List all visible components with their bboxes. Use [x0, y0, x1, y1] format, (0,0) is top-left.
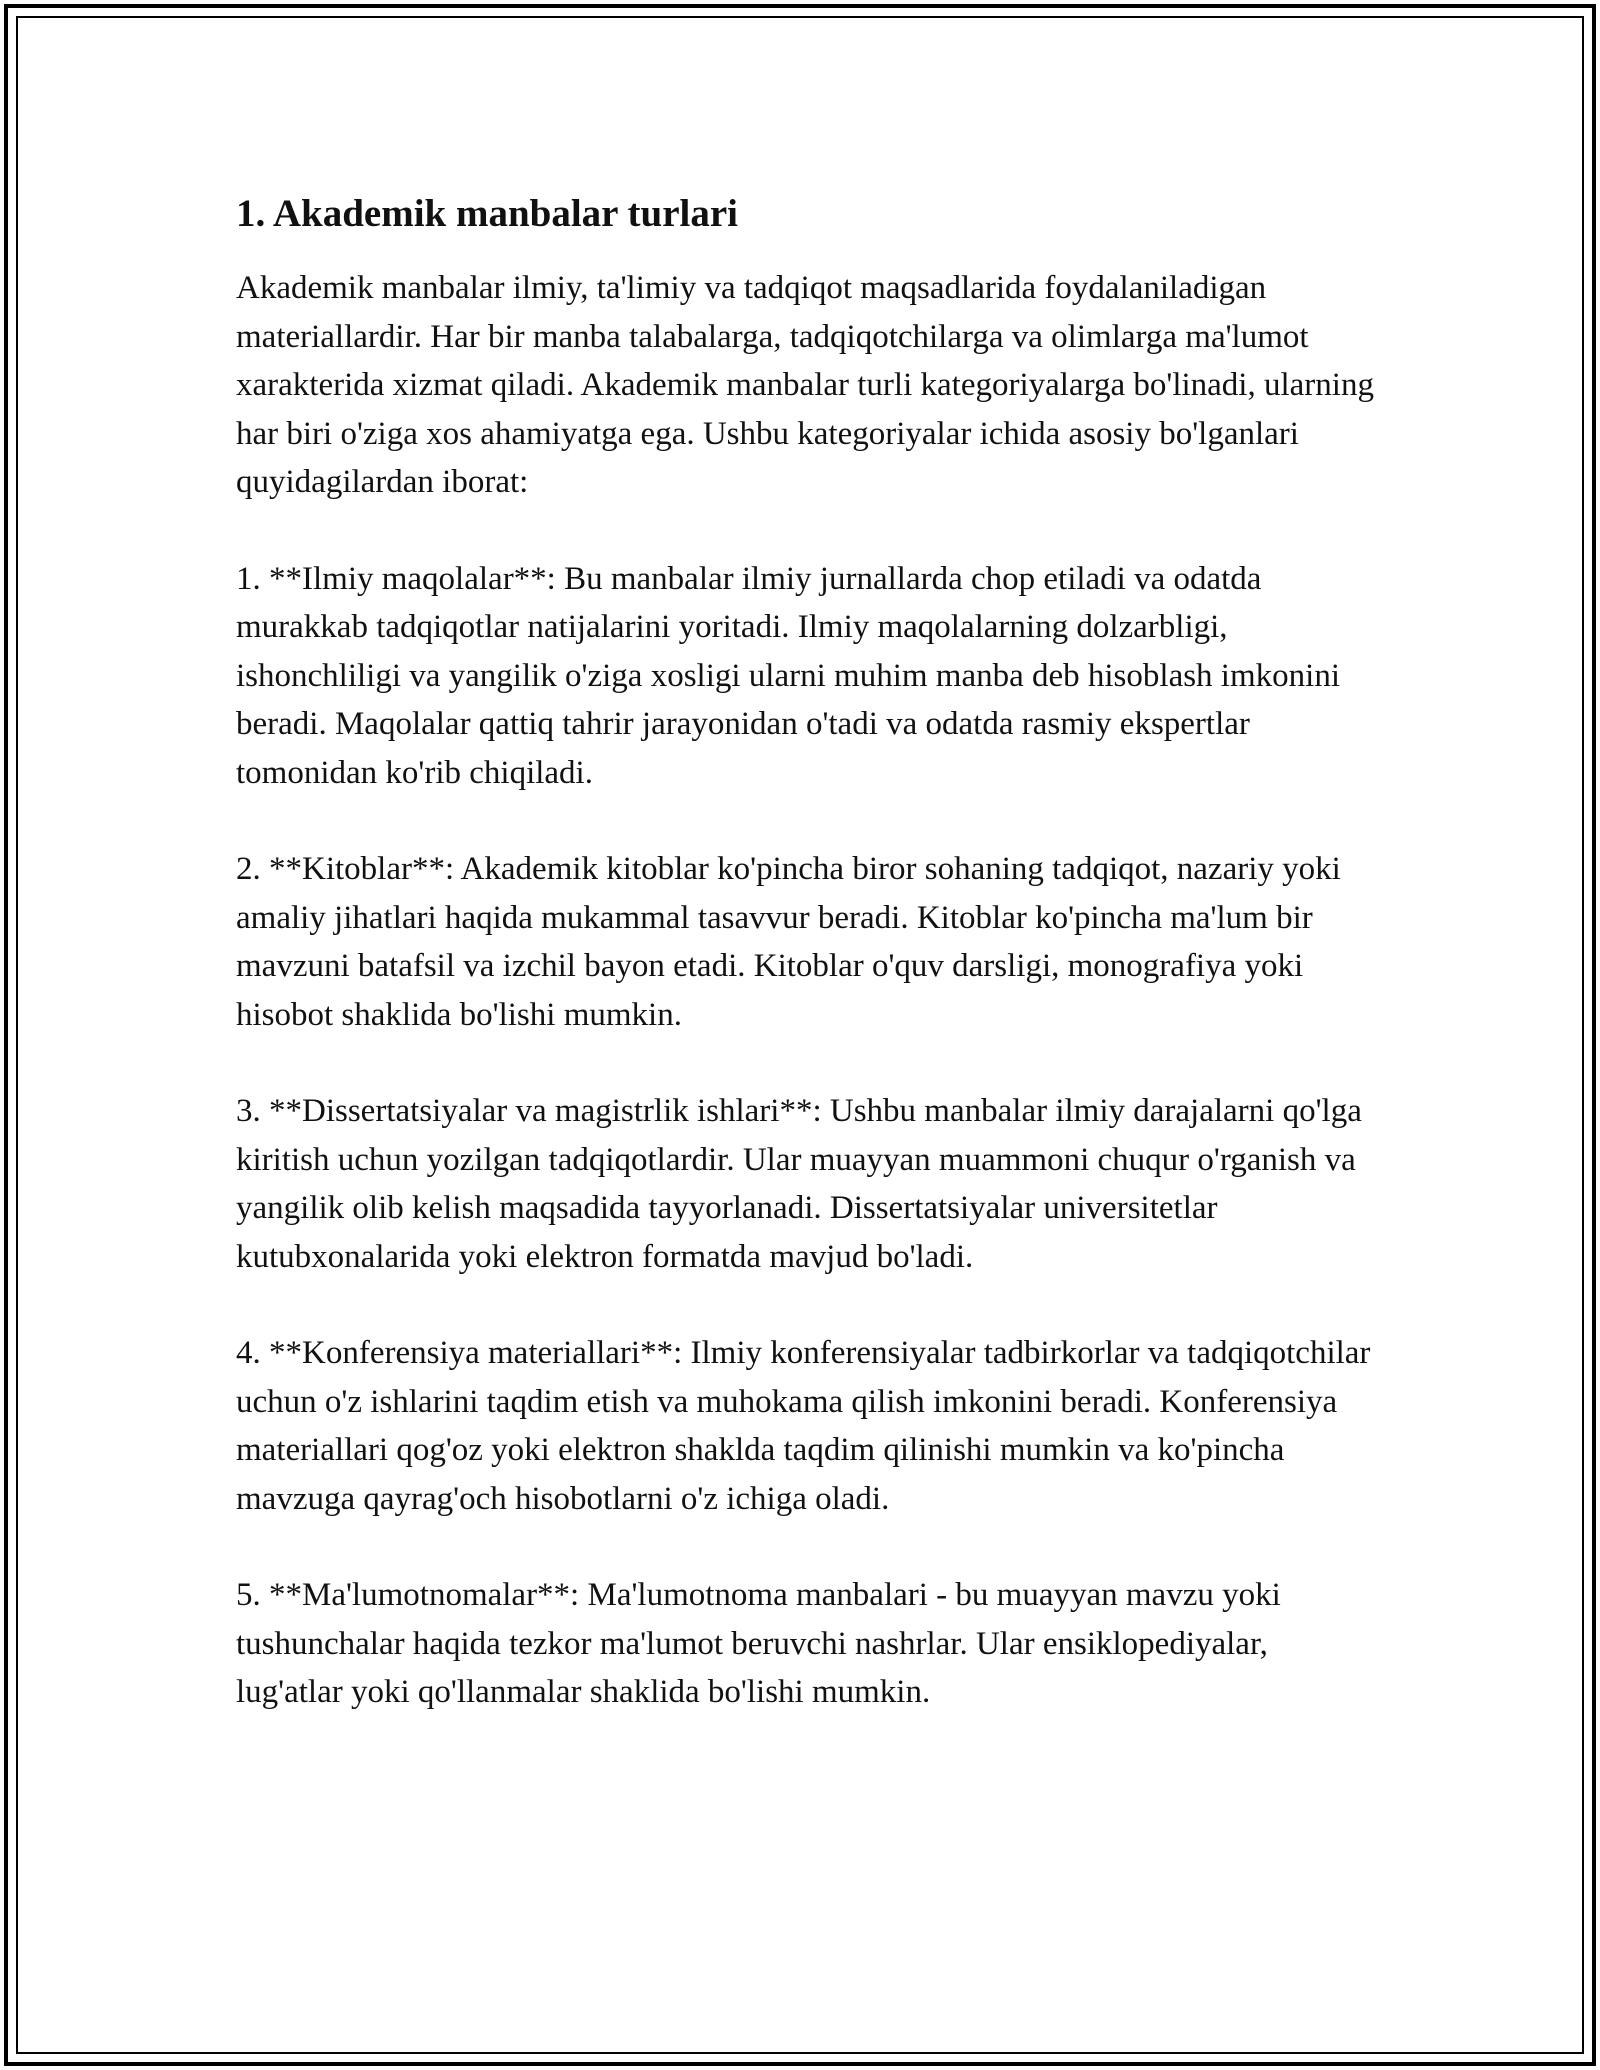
- list-item-dissertatsiyalar: 3. **Dissertatsiyalar va magistrlik ishlari**: Ushbu manbalar ilmiy darajalarni qo'lga kiritish uchun yozilgan tadqiqotlardir. Ular muayyan muammoni chuqur o'rganish va yangilik olib kelish maqsadida tayyorlanadi. Dissertatsiyalar universitetlar kutubxonalarida yoki elektron formatda mavjud bo'ladi.: [236, 1093, 1362, 1275]
- section-heading: 1. Akademik manbalar turlari: [236, 192, 738, 235]
- list-item-konferensiya-materiallari: 4. **Konferensiya materiallari**: Ilmiy konferensiyalar tadbirkorlar va tadqiqotchilar uchun o'z ishlarini taqdim etish va muhokama qilish imkonini beradi. Konferensiya materiallari qog'oz yoki elektron shaklda taqdim qilinishi mumkin va ko'pincha mavzuga qayrag'och hisobotlarni o'z ichiga oladi.: [236, 1335, 1371, 1517]
- list-item-malumotnomalar: 5. **Ma'lumotnomalar**: Ma'lumotnoma manbalari - bu muayyan mavzu yoki tushunchalar haqida tezkor ma'lumot beruvchi nashrlar. Ular ensiklopediyalar, lug'atlar yoki qo'llanmalar shaklida bo'lishi mumkin.: [236, 1577, 1281, 1710]
- document-body: [236, 186, 1376, 1765]
- intro-paragraph: Akademik manbalar ilmiy, ta'limiy va tadqiqot maqsadlarida foydalaniladigan materiallardir. Har bir manba talabalarga, tadqiqotchilarga va olimlarga ma'lumot xarakterida xizmat qiladi. Akademik manbalar turli kategoriyalarga bo'linadi, ularning har biri o'ziga xos ahamiyatga ega. Ushbu kategoriyalar ichida asosiy bo'lganlari quyidagilardan iborat:: [236, 270, 1374, 500]
- list-item-ilmiy-maqolalar: 1. **Ilmiy maqolalar**: Bu manbalar ilmiy jurnallarda chop etiladi va odatda murakkab tadqiqotlar natijalarini yoritadi. Ilmiy maqolalarning dolzarbligi, ishonchliligi va yangilik o'ziga xosligi ularni muhim manba deb hisoblash imkonini beradi. Maqolalar qattiq tahrir jarayonidan o'tadi va odatda rasmiy ekspertlar tomonidan ko'rib chiqiladi.: [236, 560, 1340, 791]
- list-item-kitoblar: 2. **Kitoblar**: Akademik kitoblar ko'pincha biror sohaning tadqiqot, nazariy yoki amaliy jihatlari haqida mukammal tasavvur beradi. Kitoblar ko'pincha ma'lum bir mavzuni batafsil va izchil bayon etadi. Kitoblar o'quv darsligi, monografiya yoki hisobot shaklida bo'lishi mumkin.: [236, 851, 1341, 1033]
